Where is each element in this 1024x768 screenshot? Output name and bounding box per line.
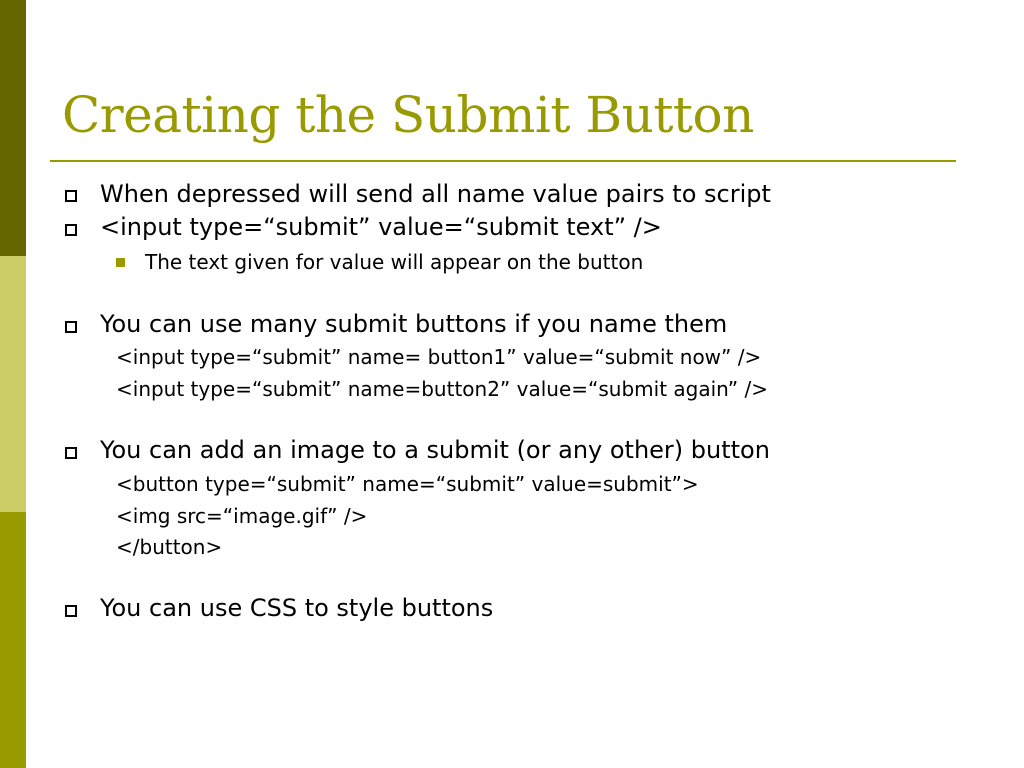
bullet-item: You can use CSS to style buttons xyxy=(100,594,494,622)
bullet-item: When depressed will send all name value pairs to script xyxy=(100,180,771,208)
bullet-item: You can add an image to a submit (or any other) button xyxy=(100,436,770,464)
hollow-square-bullet-icon xyxy=(65,321,77,333)
code-line: <img src=“image.gif” /> xyxy=(116,504,368,528)
solid-square-bullet-icon xyxy=(116,258,125,267)
hollow-square-bullet-icon xyxy=(65,190,77,202)
sidebar-stripe-middle xyxy=(0,256,26,512)
sidebar-stripe-top xyxy=(0,0,26,256)
sidebar-stripe xyxy=(0,0,26,768)
hollow-square-bullet-icon xyxy=(65,447,77,459)
sidebar-stripe-bottom xyxy=(0,512,26,768)
slide-title: Creating the Submit Button xyxy=(62,86,754,144)
bullet-item: You can use many submit buttons if you name them xyxy=(100,310,728,338)
code-line: </button> xyxy=(116,535,223,559)
hollow-square-bullet-icon xyxy=(65,605,77,617)
code-line: <button type=“submit” name=“submit” value=submit”> xyxy=(116,472,699,496)
code-line: <input type=“submit” name= button1” value=“submit now” /> xyxy=(116,345,762,369)
code-line: <input type=“submit” name=button2” value=“submit again” /> xyxy=(116,377,768,401)
hollow-square-bullet-icon xyxy=(65,224,77,236)
sub-bullet-item: The text given for value will appear on the button xyxy=(145,250,644,274)
title-divider xyxy=(50,160,956,162)
bullet-item: <input type=“submit” value=“submit text” /> xyxy=(100,213,662,241)
